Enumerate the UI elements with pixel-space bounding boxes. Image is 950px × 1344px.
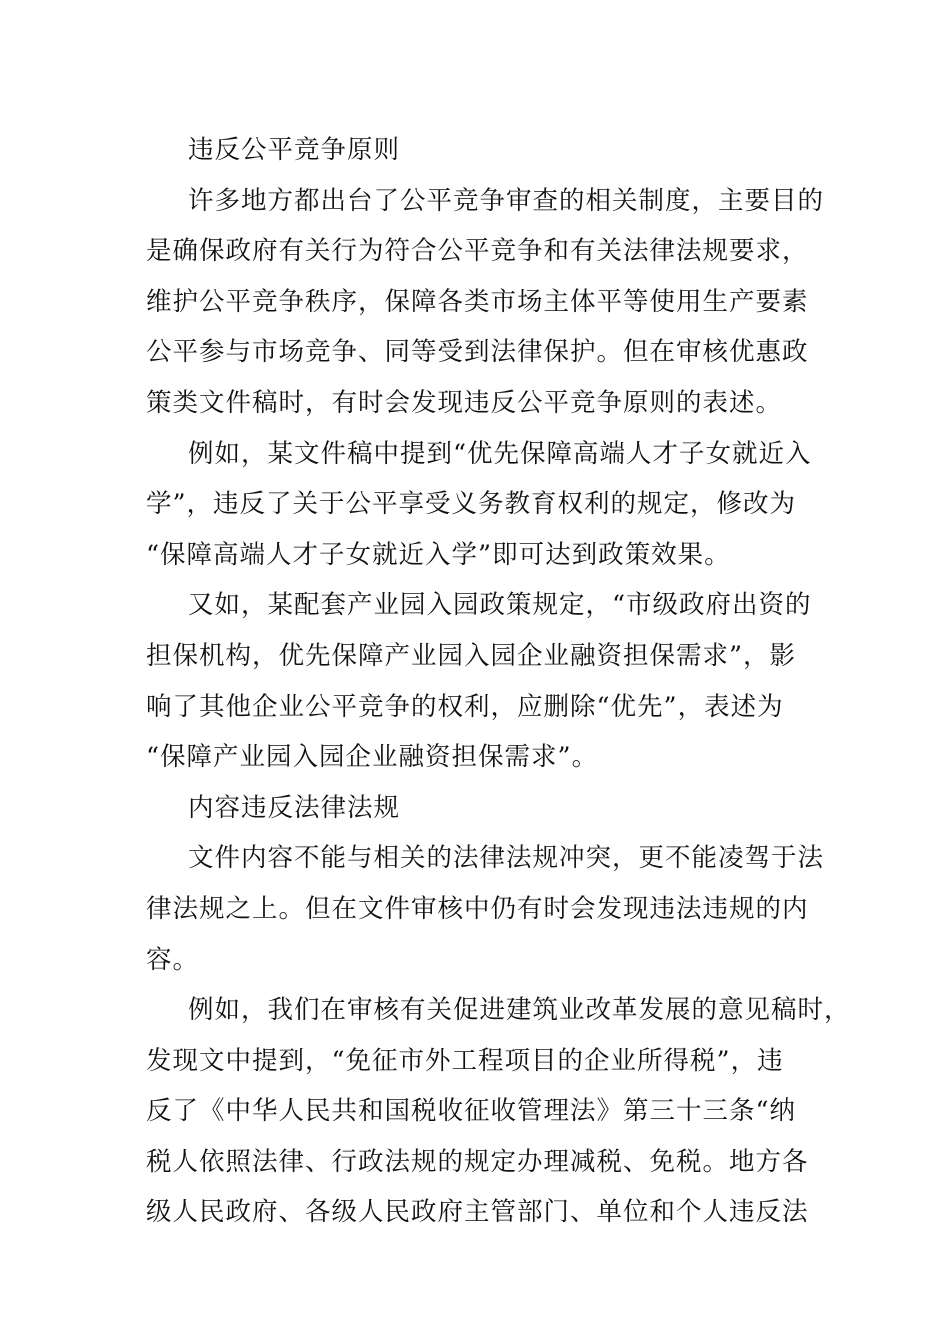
text-line: 例如，某文件稿中提到“优先保障高端人才子女就近入 [188, 438, 812, 469]
text-line: 公平参与市场竞争、同等受到法律保护。但在审核优惠政 [146, 337, 809, 368]
text-line: 又如，某配套产业园入园政策规定，“市级政府出资的 [188, 590, 812, 621]
text-line: 级人民政府、各级人民政府主管部门、单位和个人违反法 [146, 1197, 809, 1228]
text-line: “保障产业园入园企业融资担保需求”。 [146, 742, 599, 773]
text-line: 响了其他企业公平竞争的权利，应删除“优先”，表述为 [146, 691, 784, 722]
text-line: 策类文件稿时，有时会发现违反公平竞争原则的表述。 [146, 387, 783, 418]
text-line: 维护公平竞争秩序，保障各类市场主体平等使用生产要素 [146, 286, 809, 317]
text-line: “保障高端人才子女就近入学”即可达到政策效果。 [146, 539, 731, 570]
text-line: 反了《中华人民共和国税收征收管理法》第三十三条“纳 [146, 1096, 797, 1127]
section-heading: 违反公平竞争原则 [188, 135, 401, 165]
text-line: 学”，违反了关于公平享受义务教育权利的规定，修改为 [146, 489, 797, 520]
text-line: 担保机构，优先保障产业园入园企业融资担保需求”，影 [146, 640, 797, 671]
section-heading: 内容违反法律法规 [188, 792, 401, 823]
text-line: 税人依照法律、行政法规的规定办理减税、免税。地方各 [146, 1146, 809, 1177]
text-line: 发现文中提到，“免征市外工程项目的企业所得税”，违 [146, 1045, 784, 1076]
text-line: 容。 [146, 944, 200, 975]
text-line: 是确保政府有关行为符合公平竞争和有关法律法规要求， [146, 236, 809, 267]
text-line: 律法规之上。但在文件审核中仍有时会发现违法违规的内 [146, 893, 809, 924]
text-line: 例如，我们在审核有关促进建筑业改革发展的意见稿时， [188, 995, 851, 1026]
text-line: 文件内容不能与相关的法律法规冲突，更不能凌驾于法 [188, 843, 825, 874]
text-line: 许多地方都出台了公平竞争审查的相关制度，主要目的 [188, 185, 825, 216]
document-body [146, 125, 851, 1238]
